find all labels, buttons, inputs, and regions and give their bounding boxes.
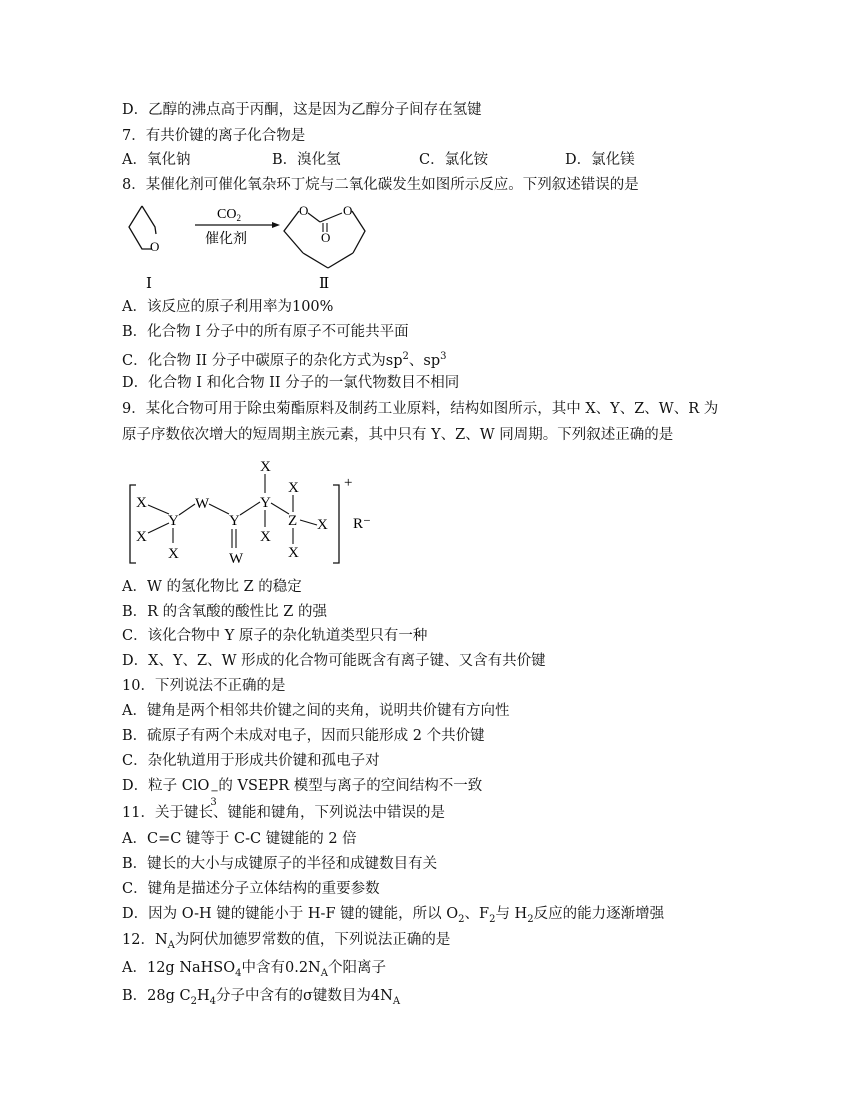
svg-text:X: X: [288, 545, 299, 561]
q10-option-a: A．键角是两个相邻共价键之间的夹角，说明共价键有方向性: [122, 703, 510, 719]
q8-reaction-diagram: [122, 198, 382, 290]
q10-option-b: B．硫原子有两个未成对电子，因而只能形成 2 个共价键: [122, 728, 485, 744]
q9-option-a: A．W 的氢化物比 Z 的稳定: [122, 579, 302, 595]
q8-option-a: A．该反应的原子利用率为100%: [122, 299, 334, 315]
q9-stem-line-2: 原子序数依次增大的短周期主族元素，其中只有 Y、Z、W 同周期。下列叙述正确的是: [122, 427, 674, 443]
svg-text:X: X: [136, 495, 147, 511]
q8-option-c: C．化合物 II 分子中碳原子的杂化方式为$sp^2$、$sp^3$: [122, 351, 447, 369]
carbonate-structure: [284, 203, 365, 268]
svg-text:O: O: [321, 230, 331, 245]
svg-text:X: X: [288, 480, 299, 496]
q7-option-c: C．氯化铵: [419, 152, 489, 168]
svg-text:O: O: [343, 203, 353, 218]
compound-1-label: Ⅰ: [146, 276, 152, 290]
q8-option-d: D．化合物 I 和化合物 II 分子的一氯代物数目不相同: [122, 375, 460, 391]
q9-stem-line-1: 9．某化合物可用于除虫菊酯原料及制药工业原料，结构如图所示，其中 X、Y、Z、W、R 为: [122, 401, 719, 417]
svg-text:CO2: [217, 207, 241, 223]
q12-stem: 12．$N_A$为阿伏加德罗常数的值，下列说法正确的是: [122, 932, 451, 951]
q10-option-d: D．粒子 ClO − 3 的 VSEPR 模型与离子的空间结构不一致: [122, 778, 483, 808]
q9-option-d: D．X、Y、Z、W 形成的化合物可能既含有离子键、又含有共价键: [122, 653, 546, 669]
svg-text:X: X: [168, 546, 179, 562]
q6-option-d: D．乙醇的沸点高于丙酮，这是因为乙醇分子间存在氢键: [122, 102, 482, 118]
q11-option-c: C．键角是描述分子立体结构的重要参数: [122, 881, 380, 897]
anion-r: R⁻: [353, 516, 371, 532]
svg-text:Y: Y: [229, 513, 240, 529]
oxetane-oxygen: O: [150, 239, 160, 254]
svg-text:X: X: [260, 459, 271, 475]
reagent-co-sub: 2: [236, 213, 241, 223]
compound-2-label: Ⅱ: [319, 276, 330, 290]
reaction-arrow: [195, 207, 280, 247]
oxetane-structure: [129, 206, 159, 254]
q9-structure-diagram: [122, 455, 382, 575]
q10-option-c: C．杂化轨道用于形成共价键和孤电子对: [122, 753, 380, 769]
svg-text:W: W: [195, 496, 210, 512]
q8-stem: 8．某催化剂可催化氧杂环丁烷与二氧化碳发生如图所示反应。下列叙述错误的是: [122, 177, 639, 193]
q9-option-b: B．R 的含氧酸的酸性比 Z 的强: [122, 604, 327, 620]
charge-plus: +: [344, 475, 353, 491]
q12-option-a: A．12g NaHSO$_4$中含有$0.2N_A$个阳离子: [122, 960, 386, 979]
q8-option-b: B．化合物 I 分子中的所有原子不可能共平面: [122, 324, 409, 340]
svg-text:W: W: [229, 551, 244, 567]
svg-text:Y: Y: [260, 495, 271, 511]
q11-option-d: D．因为 O-H 键的键能小于 H-F 键的键能，所以 $O_2$、$F_2$与 $H_2$反应的能力逐渐增强: [122, 906, 665, 925]
q10-stem: 10．下列说法不正确的是: [122, 678, 286, 694]
q7-stem: 7．有共价键的离子化合物是: [122, 128, 306, 144]
svg-text:Y: Y: [168, 513, 179, 529]
q11-stem: 11．关于键长、键能和键角，下列说法中错误的是: [122, 805, 445, 821]
q12-option-b: B．28g $C_2H_4$分子中含有的σ键数目为$4N_A$: [122, 988, 401, 1007]
reagent-co: CO: [217, 207, 237, 222]
q7-option-a: A．氧化钠: [122, 152, 191, 168]
reagent-catalyst: 催化剂: [205, 232, 247, 247]
q11-option-a: A．C=C 键等于 C-C 键键能的 2 倍: [122, 831, 357, 847]
q9-option-c: C．该化合物中 Y 原子的杂化轨道类型只有一种: [122, 628, 428, 644]
svg-text:X: X: [317, 517, 328, 533]
q7-option-d: D．氯化镁: [565, 152, 635, 168]
svg-text:Z: Z: [288, 513, 298, 529]
q11-option-b: B．键长的大小与成键原子的半径和成键数目有关: [122, 856, 438, 872]
svg-text:X: X: [136, 529, 147, 545]
svg-text:O: O: [299, 203, 309, 218]
q7-option-b: B．溴化氢: [272, 152, 341, 168]
svg-text:X: X: [260, 529, 271, 545]
